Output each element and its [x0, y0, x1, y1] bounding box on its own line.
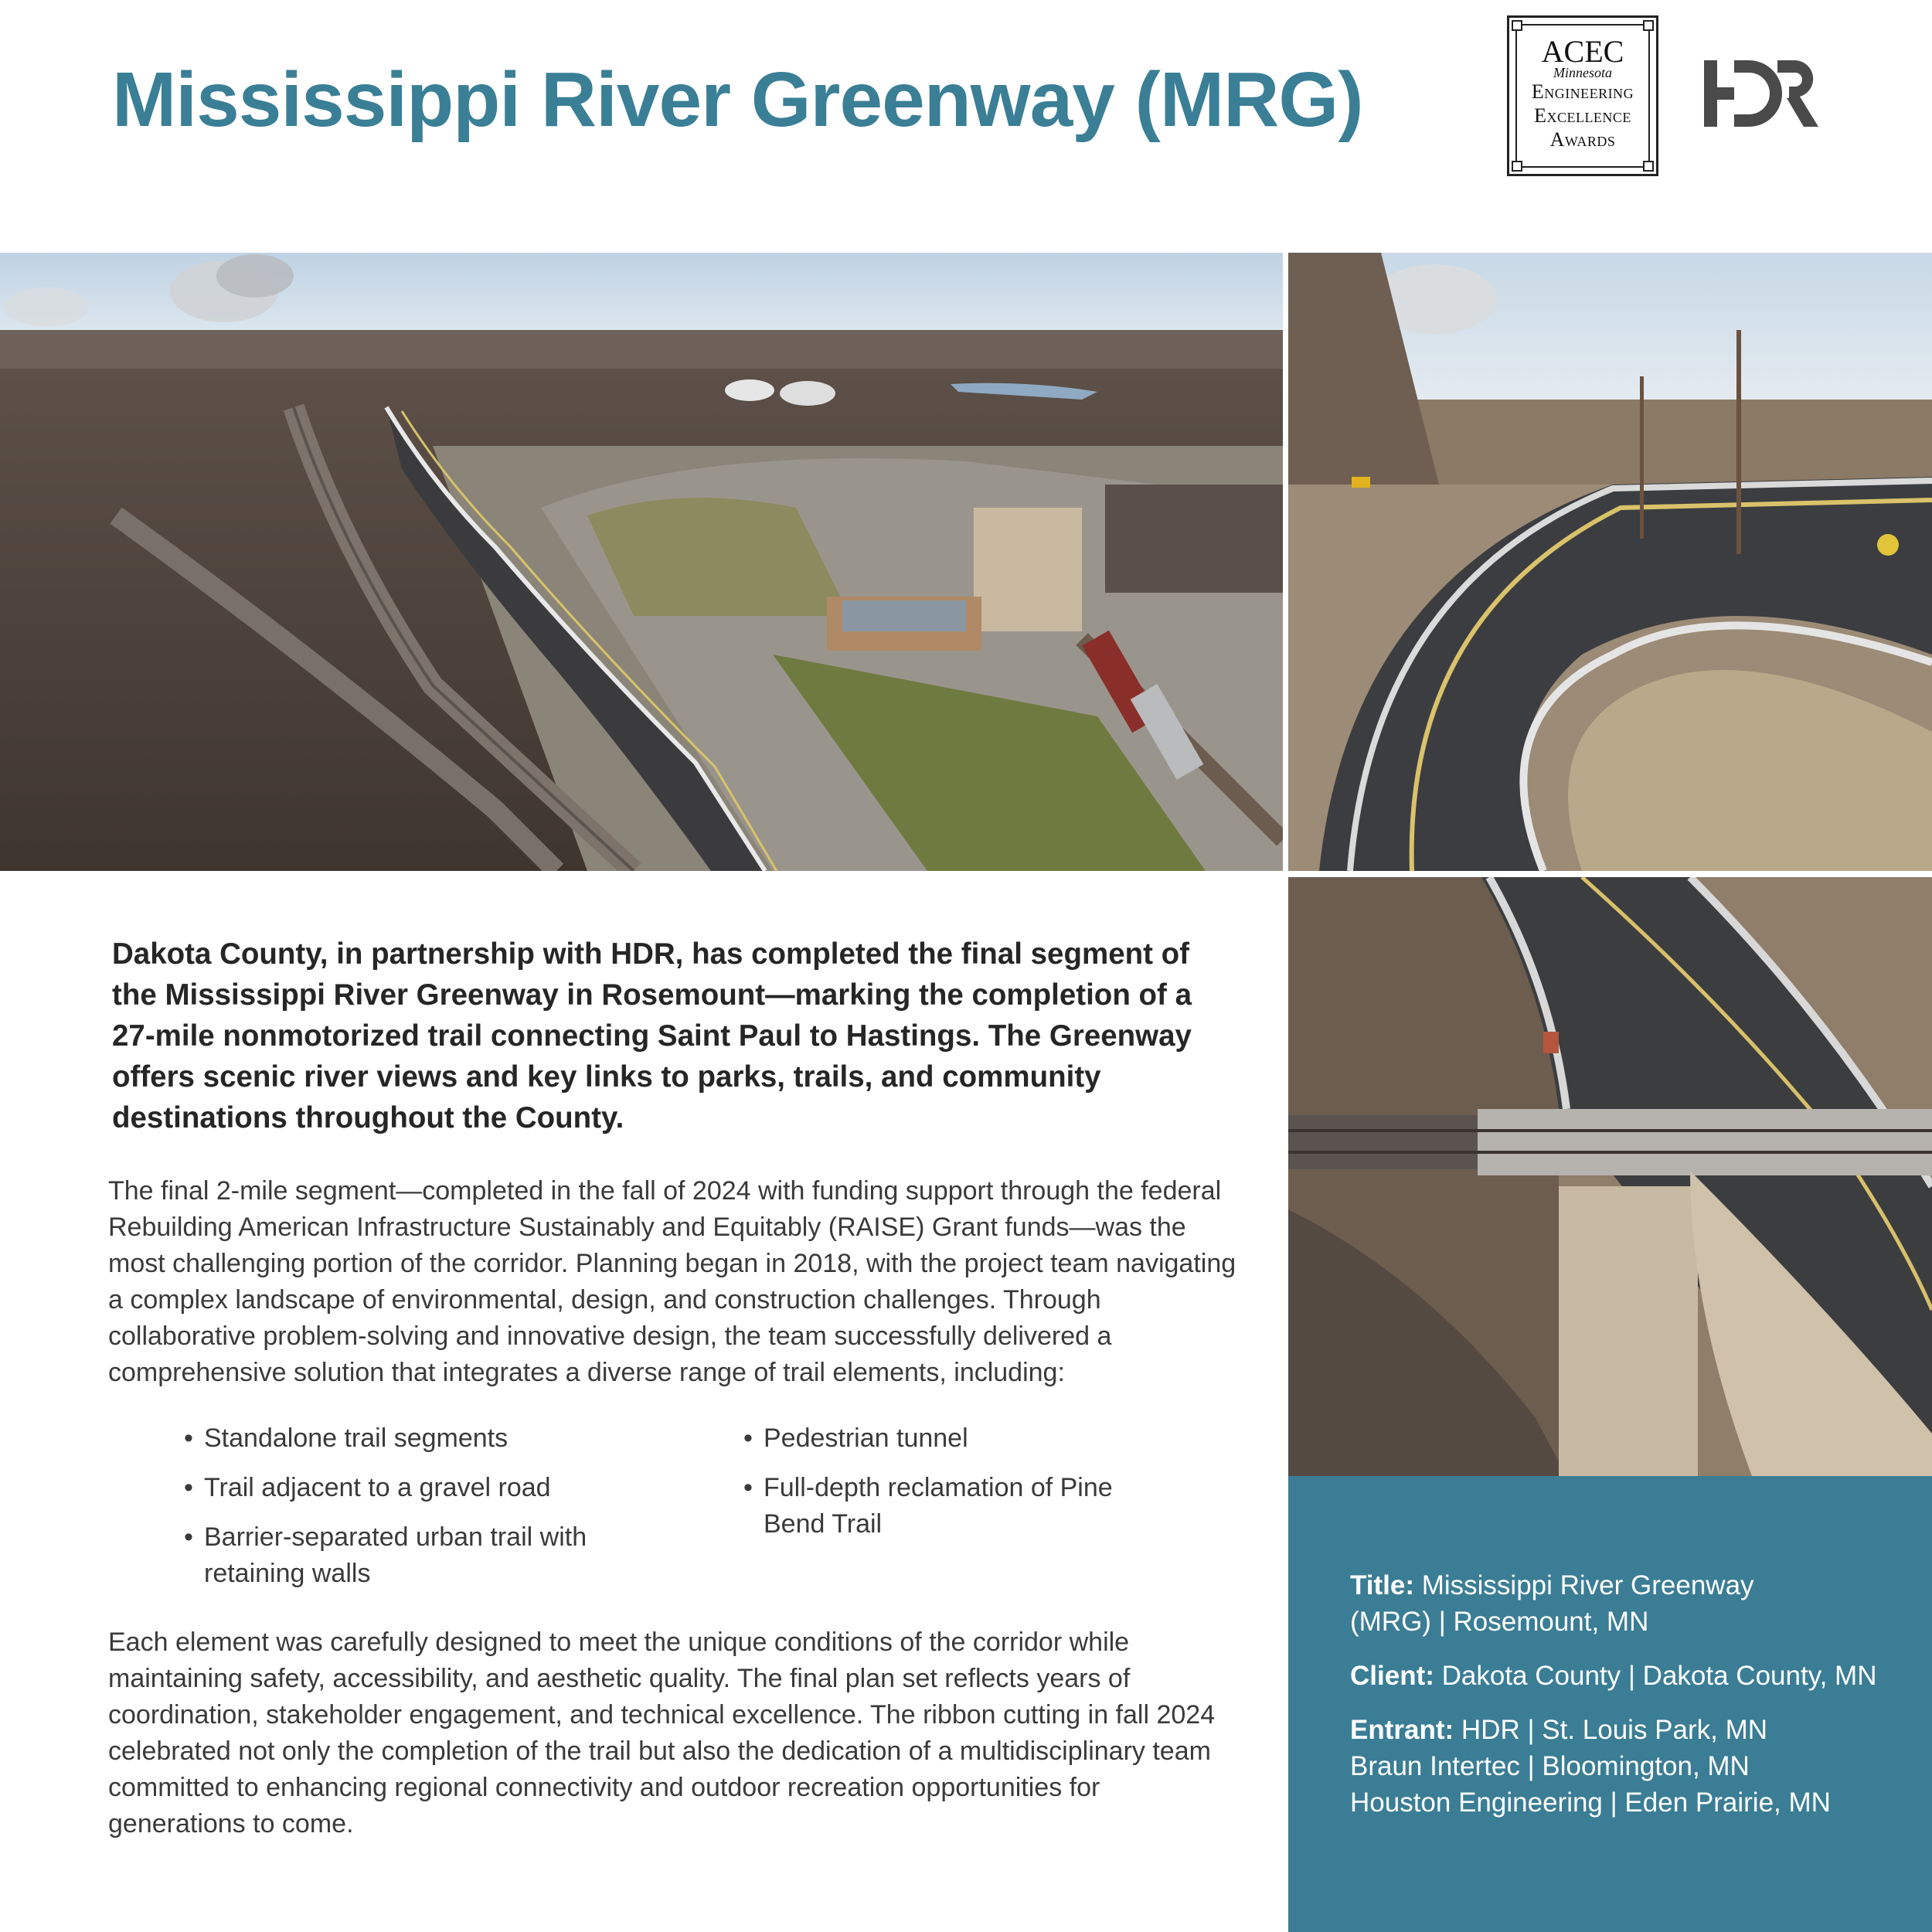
info-entrant-value: HDR | St. Louis Park, MN — [1461, 1715, 1768, 1745]
body-paragraph-2: Each element was carefully designed to meet the unique conditions of the corridor while maintaining safety, accessibility, and aesthetic quality. The final plan set reflects years of coordination, stakeholder engagement, and technical excellence. The ribbon cutting in fall 2024 celebrated not only the completion of the trail but also the dedication of a multidisciplinary team committed to enhancing regional connectivity and outdoor recreation opportunities for generations to come. — [108, 1628, 1216, 1838]
curved-road-photo — [1288, 253, 1932, 871]
info-entrant — [1350, 1712, 1831, 1821]
project-info-panel — [1288, 1476, 1932, 1932]
info-entrant-2: Braun Intertec | Bloomington, MN — [1350, 1751, 1750, 1781]
info-client-label: Client: — [1350, 1661, 1434, 1691]
info-client — [1350, 1658, 1876, 1694]
body-paragraph-1: The final 2-mile segment—completed in the fall of 2024 with funding support through the federal Rebuilding American Infrastructure Sustainably and Equitably (RAISE) Grant funds—was the most challenging portion of the corridor. Planning began in 2018, with the project team navigating a complex landscape of environmental, design, and construction challenges. Through collaborative problem-solving and innovative design, the team successfully delivered a comprehensive solution that integrates a diverse range of trail elements, including: — [108, 1176, 1236, 1387]
badge-line-3: Awards — [1549, 128, 1616, 151]
list-item: • Barrier-separated urban trail with retaining walls — [184, 1519, 648, 1592]
info-entrant-label: Entrant: — [1350, 1715, 1454, 1745]
page-title: Mississippi River Greenway (MRG) — [112, 56, 1363, 143]
info-title — [1350, 1567, 1754, 1640]
hdr-logo — [1704, 60, 1820, 127]
list-item: • Pedestrian tunnel — [743, 1420, 1176, 1457]
bullet-list-right — [743, 1420, 1176, 1556]
info-title-value: Mississippi River Greenway — [1421, 1570, 1754, 1600]
list-item: • Full-depth reclamation of Pine Bend Trail — [743, 1470, 1176, 1543]
acec-award-badge — [1507, 15, 1658, 176]
aerial-trail-photo — [0, 253, 1283, 871]
info-title-label: Title: — [1350, 1570, 1414, 1600]
info-client-value: Dakota County | Dakota County, MN — [1441, 1661, 1877, 1691]
info-entrant-3: Houston Engineering | Eden Prairie, MN — [1350, 1787, 1831, 1818]
badge-acec: ACEC — [1541, 34, 1624, 69]
list-item: • Trail adjacent to a gravel road — [184, 1470, 648, 1506]
badge-state: Minnesota — [1553, 65, 1612, 80]
badge-line-1: Engineering — [1531, 80, 1634, 103]
info-title-value-2: (MRG) | Rosemount, MN — [1350, 1607, 1649, 1637]
lead-paragraph: Dakota County, in partnership with HDR, has completed the final segment of the Mississippi River Greenway in Rosemount—marking the completion of a 27-mile nonmotorized trail connecting Saint Paul to Hastings. The Greenway offers scenic river views and key links to parks, trails, and community destinations throughout the County. — [112, 937, 1192, 1134]
badge-frame — [1515, 24, 1650, 168]
list-item: • Standalone trail segments — [184, 1420, 648, 1457]
rail-bridge-aerial-photo — [1288, 877, 1932, 1476]
badge-line-2: Excellence — [1534, 104, 1631, 127]
bullet-list-left — [184, 1420, 648, 1605]
